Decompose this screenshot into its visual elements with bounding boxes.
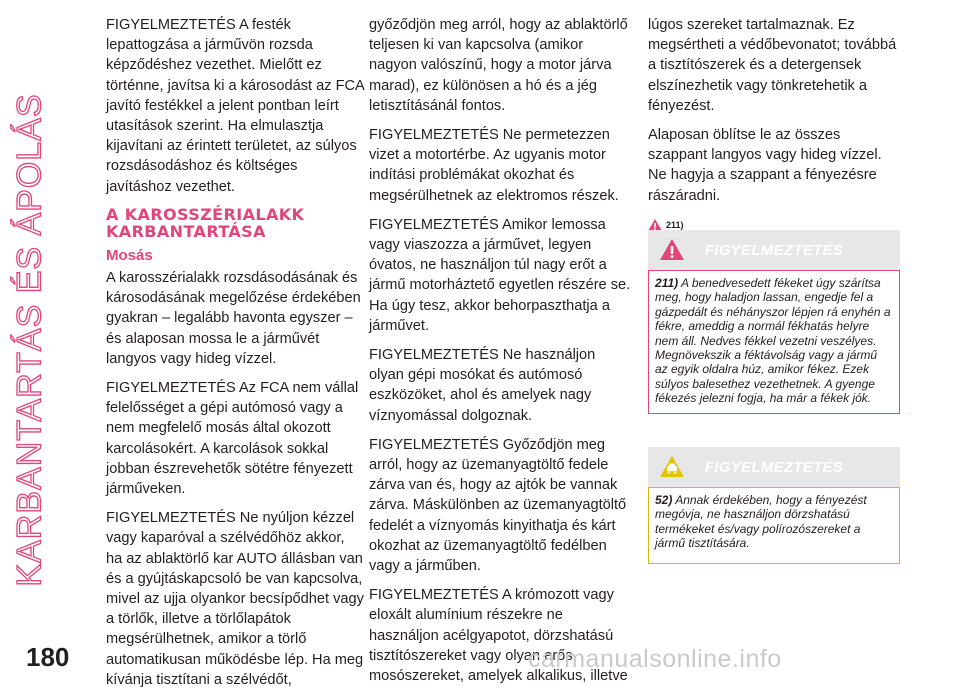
- warning-number: 52): [655, 493, 673, 507]
- paragraph: FIGYELMEZTETÉS Ne használjon olyan gépi mosókat és autómosó eszközöket, ahol és amelyek nagy víznyomással dolgoznak.: [369, 347, 596, 424]
- paragraph: FIGYELMEZTETÉS A festék lepattogzása a járművön rozsda képződéshez vezethet. Mielőtt ez történne, javítsa ki a károsodást az FCA javító festékkel a jelent pontban leírt utasítások szerint. Ha elmulasztja kijavítani az érintett területet, az súlyos rozsdásodáshoz és költséges javításhoz vezethet.: [106, 17, 364, 195]
- paragraph: Alaposan öblítse le az összes szappant langyos vagy hideg vízzel. Ne hagyja a szappant a fényezésre rászáradni.: [648, 127, 882, 204]
- car-skid-warning-icon: [660, 456, 684, 477]
- paragraph: FIGYELMEZTETÉS Győződjön meg arról, hogy az üzemanyagtöltő fedele zárva van és, hogy az ajtók be vannak zárva. Máskülönben az üzemanyagtöltő fedelét a víznyomás kinyithatja és kárt okozhat az üzemanyagtöltő fedélben vagy a járműben.: [369, 436, 627, 575]
- column-2: [369, 15, 631, 695]
- warning-box-title: FIGYELMEZTETÉS: [704, 458, 844, 476]
- column-3: [648, 15, 900, 235]
- paragraph: FIGYELMEZTETÉS Ne permetezzen vizet a motortérbe. Az ugyanis motor indítási problémákat okozhat és megsérülhetnek az elektromos részek.: [369, 127, 619, 204]
- warning-box-title: FIGYELMEZTETÉS: [704, 241, 844, 259]
- chapter-side-title: KARBANTARTÁS ÉS ÁPOLÁS: [10, 93, 49, 587]
- paragraph: FIGYELMEZTETÉS A krómozott vagy eloxált alumínium részekre ne használjon acélgyapotot, dörzshatású tisztítószereket vagy olyan erős mosószereket, amelyek alkalikus, illetve: [369, 587, 628, 685]
- warning-box-body: [648, 270, 900, 414]
- warning-text: A benedvesedett fékeket úgy szárítsa meg, hogy haladjon lassan, engedje fel a gázpedált és néhányszor lépjen rá enyhén a fékre, ameddig a normál fékhatás helyre nem áll. Nedves fékkel vezetni veszélyes. Megnövekszik a féktávolság vagy a jármű az egyik oldalra húz, amikor fékez. Ezek súlyos balesethez vezethetnek. A gyenge fékezés jelezni fogja, ha már a fékek jók.: [655, 276, 891, 406]
- warning-box-danger: [648, 230, 900, 414]
- column-1: [106, 15, 364, 699]
- paragraph: győződjön meg arról, hogy az ablaktörlő teljesen ki van kapcsolva (amikor nagyon valószínű, hogy a motor járva marad), ez különösen a hó és a jég letisztításánál fontos.: [369, 17, 628, 114]
- warning-box-header: [648, 447, 900, 487]
- paragraph: FIGYELMEZTETÉS Amikor lemossa vagy viaszozza a járművet, legyen óvatos, ne használjon túl nagy erőt a jármű motorháztető egyetlen részére se. Ha úgy tesz, akkor behorpaszthatja a járművet.: [369, 216, 631, 334]
- paragraph: FIGYELMEZTETÉS Az FCA nem vállal felelősséget a gépi autómosó vagy a nem megfelelő mosás által okozott karcolásokért. A karcolások sokkal jobban észrevehetők sötétre fényezett járműveken.: [106, 380, 359, 498]
- paragraph: A karosszérialakk rozsdásodásának és károsodásának megelőzése érdekében gyakran – legalább havonta egyszer – és alaposan mossa le a járművét langyos vagy hideg vízzel.: [106, 270, 361, 367]
- warning-box-caution: [648, 447, 900, 564]
- warning-text: Annak érdekében, hogy a fényezést megóvja, ne használjon dörzshatású termékeket és/vagy polírozószereket a jármű tisztítására.: [655, 493, 867, 551]
- warning-number: 211): [655, 276, 679, 290]
- warning-triangle-icon: [660, 239, 684, 260]
- warning-box-body: [648, 487, 900, 564]
- subsection-title: Mosás: [106, 246, 153, 264]
- paragraph: lúgos szereket tartalmaznak. Ez megsértheti a védőbevonatot; továbbá a tisztítószerek és a detergensek elszínezhetik vagy tönkretehetik a fényezést.: [648, 17, 897, 114]
- watermark: carmanualsonline.info: [528, 645, 782, 673]
- reference-number: 211): [666, 219, 684, 230]
- paragraph: FIGYELMEZTETÉS Ne nyúljon kézzel vagy kaparóval a szélvédőhöz akkor, ha az ablaktörlő kar AUTO állásban van és a gyújtáskapcsoló be van kapcsolva, mivel az ujja olyankor becsípődhet vagy a törlők, illetve a törlőlapátok megsérülhetnek, amikor a törlő automatikusan működésbe lép. Ha meg kívánja tisztítani a szélvédőt,: [106, 510, 364, 688]
- page-number: 180: [26, 642, 70, 672]
- warning-box-header: [648, 230, 900, 270]
- section-title: A KAROSSZÉRIALAKK KARBANTARTÁSA: [106, 204, 305, 241]
